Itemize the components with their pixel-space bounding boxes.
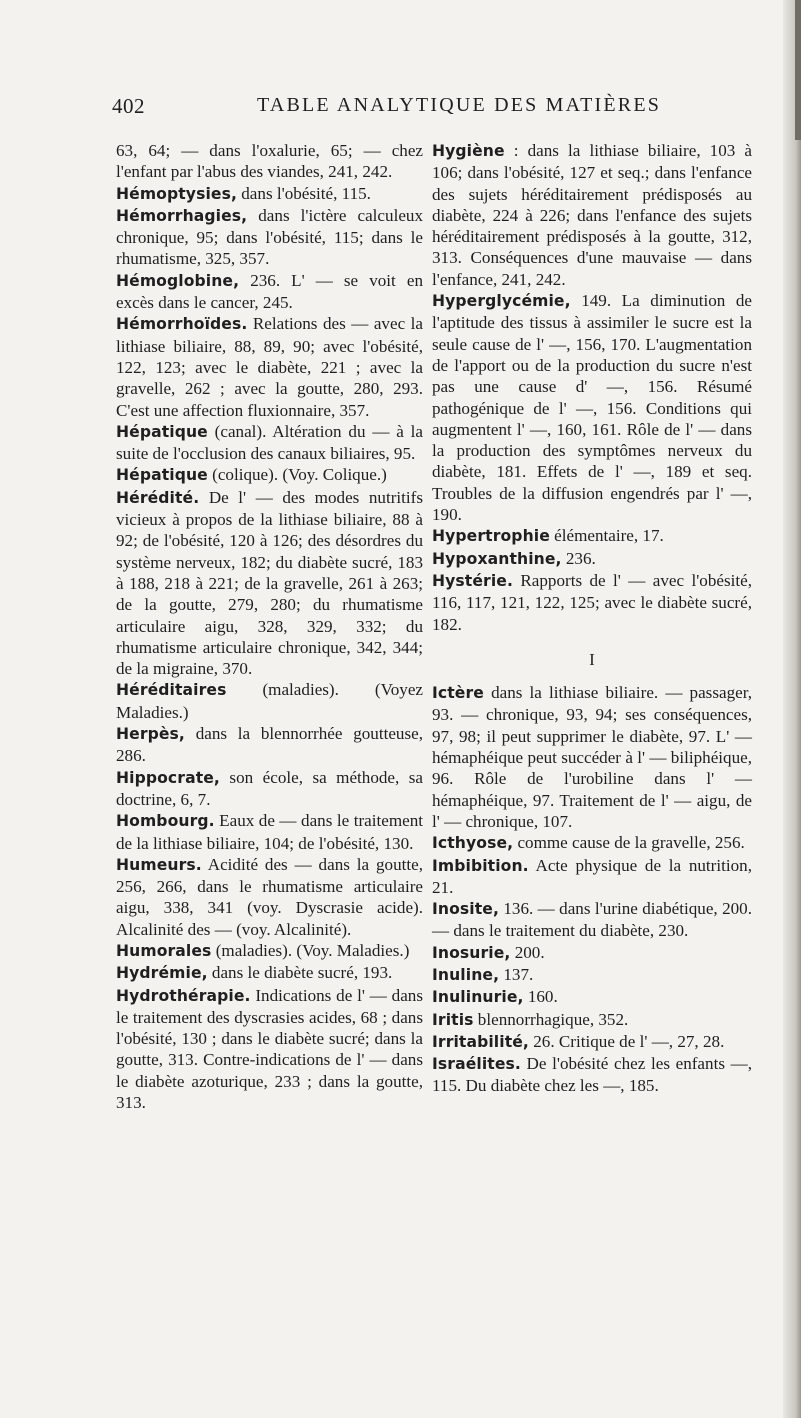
- index-entry: [432, 290, 752, 525]
- index-entry: [116, 854, 423, 940]
- index-headword: Hépatique: [116, 422, 208, 441]
- index-headword: Hémorrhagies,: [116, 206, 248, 225]
- index-entry: [116, 723, 423, 767]
- left-column: [116, 140, 423, 1113]
- index-headword: Iritis: [432, 1010, 474, 1029]
- index-entry: [432, 1009, 752, 1031]
- index-entry-text: (maladies). (Voyez Maladies.): [116, 680, 423, 722]
- index-entry: [116, 183, 423, 205]
- index-entry: [432, 942, 752, 964]
- index-headword: Hypoxanthine,: [432, 549, 562, 568]
- index-entry-text: (maladies). (Voy. Maladies.): [211, 940, 410, 960]
- index-entry-text: comme cause de la gravelle, 256.: [513, 833, 745, 853]
- index-entry-text: dans l'ictère calculeux chronique, 95; dans l'obésité, 115; dans le rhumatisme, 325, 357.: [116, 205, 423, 269]
- index-entry-text: : dans la lithiase biliaire, 103 à 106; dans l'obésité, 127 et seq.; dans l'enfance des sujets héréditairement prédisposés au diabète, 224 à 226; dans l'enfance des sujets héréditairement prédisposés à la goutte, 312, 313. Conséquences d'une mauvaise — dans l'enfance, 241, 242.: [432, 141, 752, 289]
- index-headword: Imbibition.: [432, 856, 529, 875]
- index-entry: [116, 810, 423, 854]
- index-entry: [432, 1053, 752, 1097]
- index-entry-text: Relations des — avec la lithiase biliaire, 88, 89, 90; avec l'obésité, 122, 123; avec le diabète, 221 ; avec la gravelle, 262 ; avec la goutte, 280, 293. C'est une affection fluxionnaire, 357.: [116, 314, 423, 420]
- index-entry: [116, 313, 423, 420]
- right-column-i-entries: [432, 682, 752, 1097]
- index-headword: Ictère: [432, 684, 484, 703]
- index-headword: Israélites.: [432, 1055, 521, 1074]
- index-entry: [432, 898, 752, 942]
- index-entry: [432, 548, 752, 570]
- index-headword: Icthyose,: [432, 834, 514, 853]
- index-headword: Hémoglobine,: [116, 271, 240, 290]
- page-edge-shadow: [783, 0, 801, 1418]
- page-header: [112, 94, 784, 124]
- index-entry-text: blennorrhagique, 352.: [473, 1009, 629, 1029]
- index-entry-text: Rapports de l' — avec l'obésité, 116, 117, 121, 122, 125; avec le diabète sucré, 182.: [432, 570, 752, 634]
- index-headword: Humeurs.: [116, 855, 202, 874]
- index-entry-text: 26. Critique de l' —, 27, 28.: [528, 1031, 725, 1051]
- index-headword: Hémoptysies,: [116, 184, 237, 203]
- index-entry-text: dans la blennorrhée goutteuse, 286.: [116, 724, 423, 766]
- index-entry: [116, 487, 423, 680]
- index-entry: [116, 421, 423, 465]
- index-entry-text: 236. L' — se voit en excès dans le cancer, 245.: [116, 270, 423, 313]
- index-entry-text: De l' — des modes nutritifs vicieux à propos de la lithiase biliaire, 88 à 92; de l'obésité, 120 à 126; des désordres du système nerveux, 182; du diabète sucré, 183 à 188, 218 à 221; de la gravelle, 261 à 263; de la goutte, 279, 280; du rhumatisme articulaire aigu, 328, 329, 332; du rhumatisme articulaire chronique, 342, 344; de la migraine, 370.: [116, 487, 423, 679]
- index-entry: [432, 140, 752, 290]
- page-edge-binding: [795, 0, 801, 140]
- index-entry-text: Indications de l' — dans le traitement des dyscrasies acides, 68 ; dans l'obésité, 130 ; dans le diabète sucré; dans la goutte, 313. Contre-indications de l' — dans le diabète azoturique, 233 ; dans la goutte, 313.: [116, 985, 423, 1113]
- index-entry: [432, 832, 752, 854]
- index-headword: Herpès,: [116, 725, 185, 744]
- index-entry-text: 137.: [499, 964, 534, 984]
- index-headword: Hyperglycémie,: [432, 292, 571, 311]
- index-entry-text: son école, sa méthode, sa doctrine, 6, 7.: [116, 767, 423, 809]
- index-headword: Inosite,: [432, 900, 499, 919]
- index-headword: Hémorrhoïdes.: [116, 315, 248, 334]
- index-headword: Hydrothérapie.: [116, 986, 251, 1005]
- index-entry-text: dans la lithiase biliaire. — passager, 93. — chronique, 93, 94; ses conséquences, 97, 98; il peut supprimer le diabète, 97. L' — hémaphéique peut succéder à l' — biliphéique, 96. Rôle de l'urobiline dans l' — hémaphéique, 97. Traitement de l' — aigu, de l' — chronique, 107.: [432, 683, 752, 831]
- index-headword: Hystérie.: [432, 571, 513, 590]
- index-entry: [116, 985, 423, 1114]
- index-entry-text: 236.: [561, 548, 596, 568]
- page-number: 402: [112, 94, 145, 118]
- index-entry-text: 136. — dans l'urine diabétique, 200. — dans le traitement du diabète, 230.: [432, 899, 752, 941]
- index-headword: Hygiène: [432, 142, 505, 160]
- index-headword: Irritabilité,: [432, 1032, 529, 1051]
- index-headword: Hypertrophie: [432, 527, 550, 546]
- index-entry-text: dans le diabète sucré, 193.: [207, 963, 393, 983]
- index-entry: [116, 205, 423, 270]
- index-entry-text: dans l'obésité, 115.: [236, 183, 371, 203]
- index-headword: Humorales: [116, 941, 212, 960]
- index-entry-text: Acte physique de la nutrition, 21.: [432, 855, 752, 897]
- index-entry: [116, 940, 423, 962]
- index-headword: Hérédité.: [116, 488, 200, 507]
- index-entry-text: 160.: [523, 987, 558, 1007]
- right-column: [432, 140, 752, 1097]
- index-entry: [432, 570, 752, 635]
- index-headword: Hombourg.: [116, 812, 215, 831]
- index-headword: Inosurie,: [432, 943, 511, 962]
- index-entry-text: 149. La diminution de l'aptitude des tissus à assimiler le sucre est la seule cause de l' —, 156, 170. L'augmentation de l'apport ou de la production du sucre n'est pas une cause d' —, 156. Résumé pathogénique de l' —, 156. Conditions qui augmentent l' —, 160, 161. Rôle de l' — dans la production des symptômes nerveux du diabète, 181. Effets de l' —, 189 et seq. Troubles de la diffusion engendrés par l' —, 190.: [432, 291, 752, 525]
- running-title: TABLE ANALYTIQUE DES MATIÈRES: [257, 94, 662, 116]
- index-entry-text: Acidité des — dans la goutte, 256, 266, dans le rhumatisme articulaire aigu, 338, 341 (voy. Dyscrasie acide). Alcalinité des — (voy. Alcalinité).: [116, 854, 423, 939]
- index-entry-text: 200.: [510, 942, 545, 962]
- index-entry-text: De l'obésité chez les enfants —, 115. Du diabète chez les —, 185.: [432, 1054, 752, 1096]
- section-letter: I: [589, 649, 595, 669]
- index-entry: [432, 964, 752, 986]
- index-headword: Inulinurie,: [432, 988, 524, 1007]
- index-entry: [116, 679, 423, 723]
- index-entry-text: Eaux de — dans le traitement de la lithiase biliaire, 104; de l'obésité, 130.: [116, 811, 423, 853]
- index-entry: [432, 1031, 752, 1053]
- index-entry: [116, 962, 423, 984]
- index-entry-text: (colique). (Voy. Colique.): [207, 465, 387, 485]
- index-headword: Hippocrate,: [116, 768, 220, 787]
- index-entry: [116, 464, 423, 486]
- index-entry: [432, 986, 752, 1008]
- index-entry: [432, 682, 752, 832]
- index-entry: [432, 855, 752, 899]
- index-entry: [116, 270, 423, 314]
- index-headword: Héréditaires: [116, 681, 227, 700]
- index-entry: [116, 140, 423, 183]
- index-headword: Hépatique: [116, 466, 208, 485]
- right-column-h-entries: [432, 140, 752, 635]
- index-entry-text: élémentaire, 17.: [549, 526, 664, 546]
- index-entry-text: 63, 64; — dans l'oxalurie, 65; — chez l'enfant par l'abus des viandes, 241, 242.: [116, 141, 423, 182]
- index-entry-text: (canal). Altération du — à la suite de l'occlusion des canaux biliaires, 95.: [116, 421, 423, 464]
- index-headword: Inuline,: [432, 965, 500, 984]
- index-headword: Hydrémie,: [116, 964, 208, 983]
- index-entry: [116, 767, 423, 811]
- index-entry: [432, 525, 752, 547]
